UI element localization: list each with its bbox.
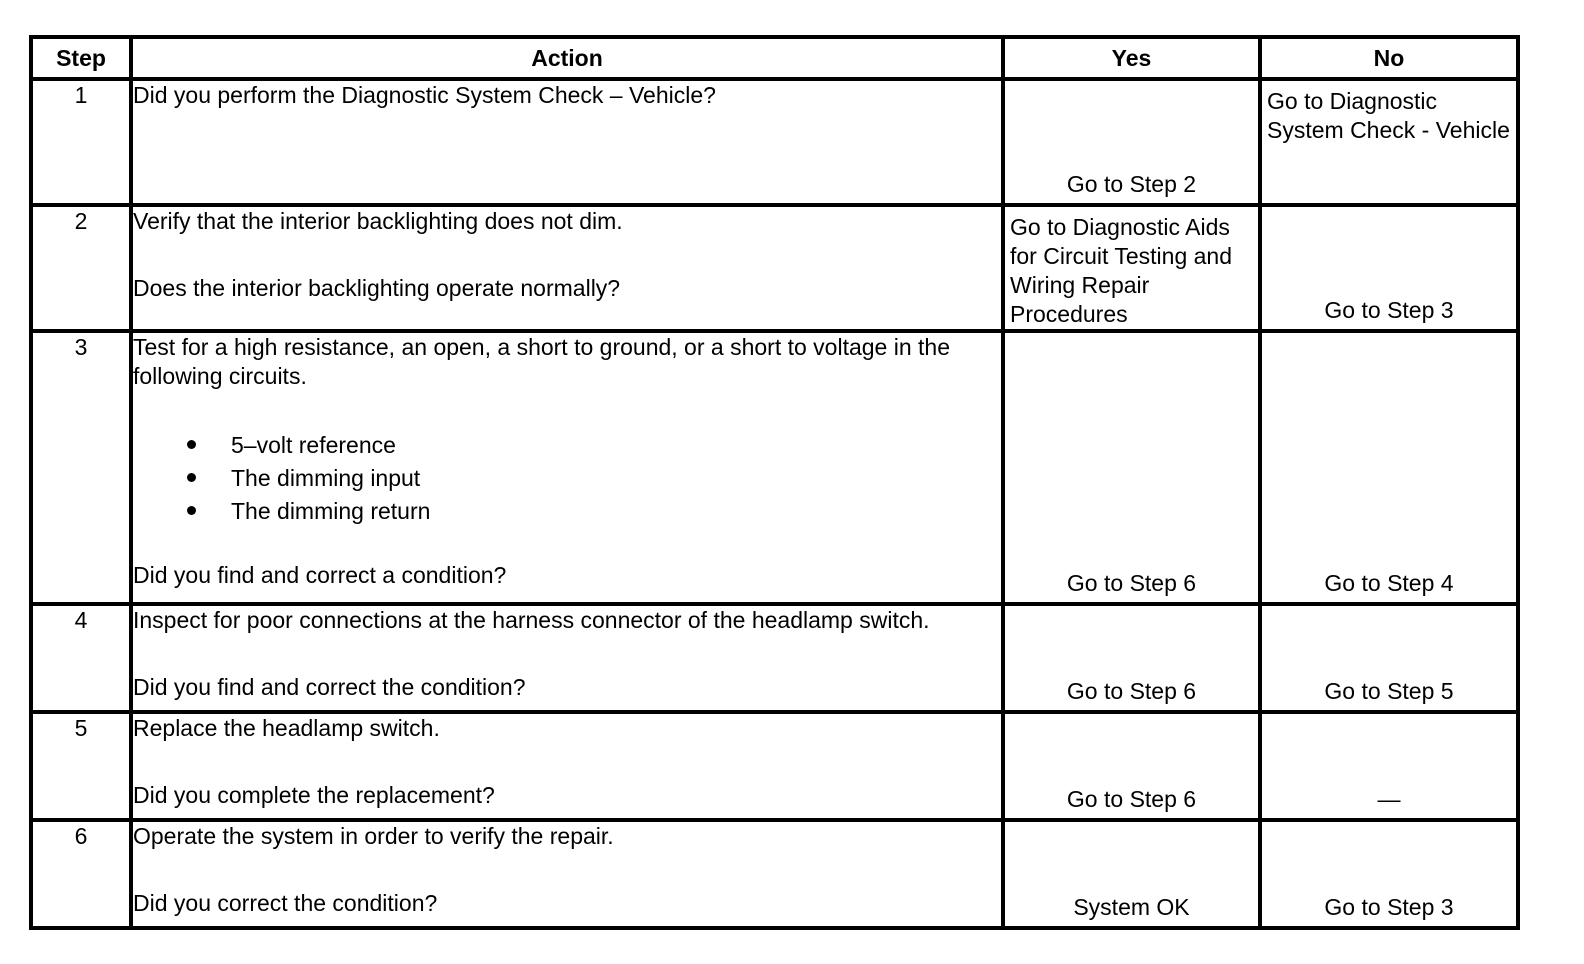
action-cell	[131, 205, 1003, 331]
action-question: Did you correct the condition?	[133, 890, 438, 916]
no-result: Go to Step 3	[1324, 894, 1454, 920]
list-item	[181, 462, 1001, 495]
yes-cell	[1003, 820, 1260, 928]
step-number: 4	[31, 604, 131, 712]
action-text: Did you perform the Diagnostic System Check – Vehicle?	[133, 82, 716, 108]
action-cell	[131, 604, 1003, 712]
bullet-icon	[187, 473, 196, 482]
no-cell	[1260, 712, 1518, 820]
header-no: No	[1260, 37, 1518, 79]
list-item	[181, 495, 1001, 528]
step-number: 6	[31, 820, 131, 928]
bullet-icon	[187, 506, 196, 515]
action-text: Verify that the interior backlighting does not dim.	[133, 208, 623, 234]
header-row	[31, 37, 1518, 79]
step-number: 1	[31, 79, 131, 205]
no-result: Go to Step 3	[1324, 297, 1454, 323]
action-text: Operate the system in order to verify the repair.	[133, 823, 614, 849]
table-row	[31, 331, 1518, 604]
action-text: Replace the headlamp switch.	[133, 715, 440, 741]
action-text: Test for a high resistance, an open, a short to ground, or a short to voltage in the following circuits.	[133, 334, 950, 389]
action-text: Inspect for poor connections at the harness connector of the headlamp switch.	[133, 607, 930, 633]
circuit-name: 5–volt reference	[231, 432, 396, 458]
list-item	[181, 429, 1001, 462]
no-cell	[1260, 331, 1518, 604]
no-cell	[1260, 205, 1518, 331]
table-row	[31, 205, 1518, 331]
no-cell	[1260, 604, 1518, 712]
yes-result: Go to Step 6	[1066, 570, 1197, 596]
yes-cell	[1003, 604, 1260, 712]
action-question: Did you find and correct a condition?	[133, 562, 507, 588]
yes-cell	[1003, 79, 1260, 205]
no-cell	[1260, 820, 1518, 928]
table-row	[31, 604, 1518, 712]
no-result: Go to Diagnostic System Check - Vehicle	[1267, 88, 1510, 143]
action-question: Did you find and correct the condition?	[133, 674, 526, 700]
yes-cell	[1003, 712, 1260, 820]
yes-result: Go to Step 6	[1066, 786, 1197, 812]
yes-result: Go to Diagnostic Aids for Circuit Testing and Wiring Repair Procedures	[1010, 214, 1233, 327]
yes-cell	[1003, 331, 1260, 604]
step-number: 3	[31, 331, 131, 604]
action-cell	[131, 712, 1003, 820]
yes-result: Go to Step 2	[1066, 171, 1197, 197]
no-cell	[1260, 79, 1518, 205]
action-question: Did you complete the replacement?	[133, 782, 495, 808]
action-cell	[131, 331, 1003, 604]
yes-cell	[1003, 205, 1260, 331]
no-result: Go to Step 5	[1324, 678, 1454, 704]
header-step: Step	[31, 37, 131, 79]
action-cell	[131, 79, 1003, 205]
circuit-name: The dimming return	[231, 498, 431, 524]
no-result: Go to Step 4	[1324, 570, 1454, 596]
table-row	[31, 712, 1518, 820]
no-result: —	[1377, 786, 1401, 812]
action-question: Does the interior backlighting operate normally?	[133, 275, 621, 301]
step-number: 2	[31, 205, 131, 331]
bullet-icon	[187, 440, 196, 449]
table-row	[31, 820, 1518, 928]
yes-result: System OK	[1073, 894, 1190, 920]
diagnostic-table	[29, 35, 1520, 930]
step-number: 5	[31, 712, 131, 820]
yes-result: Go to Step 6	[1066, 678, 1197, 704]
action-cell	[131, 820, 1003, 928]
circuit-name: The dimming input	[231, 465, 421, 491]
header-action: Action	[131, 37, 1003, 79]
table-row	[31, 79, 1518, 205]
header-yes: Yes	[1003, 37, 1260, 79]
circuit-list	[133, 429, 1001, 528]
